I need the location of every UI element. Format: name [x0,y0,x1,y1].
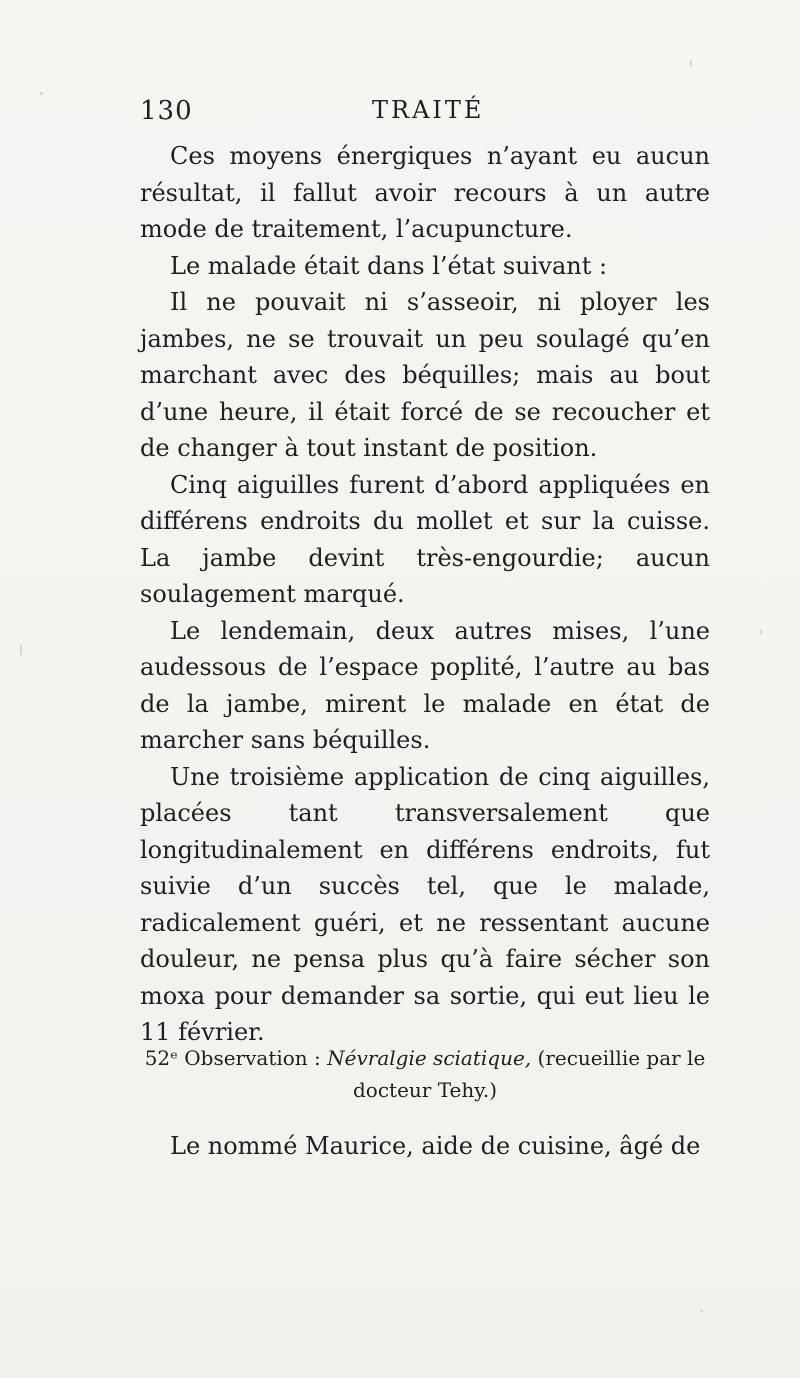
paper-speck [40,92,43,95]
body-text [140,138,710,1051]
observation-title: Névralgie sciatique, [327,1046,532,1070]
observation-heading [140,1042,710,1106]
page-number: 130 [140,96,193,126]
closing-line: Le nommé Maurice, aide de cuisine, âgé de [170,1132,701,1160]
paragraph-6: Une troisième application de cinq aiguilles, placées tant transversalement que longitudinalement en différens endroits, fut suivie d’un succès tel, que le malade, radicalement guéri, et ne ressentant aucune douleur, ne pensa plus qu’à faire sécher son moxa pour demander sa sortie, qui eut lieu le 11 février. [140,762,710,1046]
observation-number: 52ᵉ Observation : [144,1046,321,1070]
paragraph-4: Cinq aiguilles furent d’abord appliquées en différens endroits du mollet et sur la cuisse. La jambe devint très-engourdie; aucun soulagement marqué. [140,470,710,608]
paragraph-1: Ces moyens énergiques n’ayant eu aucun résultat, il fallut avoir recours à un autre mode de traitement, l’acupuncture. [140,142,710,243]
paragraph-2: Le malade était dans l’état suivant : [170,251,608,280]
observation-attribution: (recueillie par le docteur Tehy.) [352,1046,706,1102]
running-head [140,96,710,132]
paper-speck [690,60,692,66]
paragraph-3: Il ne pouvait ni s’asseoir, ni ployer les jambes, ne se trouvait un peu soulagé qu’en marchant avec des béquilles; mais au bout d’une heure, il était forcé de se recoucher et de changer à tout instant de position. [140,288,710,462]
paper-speck [20,645,22,655]
paper-speck [700,1310,703,1312]
paper-speck [760,630,762,634]
running-title: TRAITÉ [372,96,485,124]
paragraph-5: Le lendemain, deux autres mises, l’une audessous de l’espace poplité, l’autre au bas de la jambe, mirent le malade en état de marcher sans béquilles. [140,616,710,754]
